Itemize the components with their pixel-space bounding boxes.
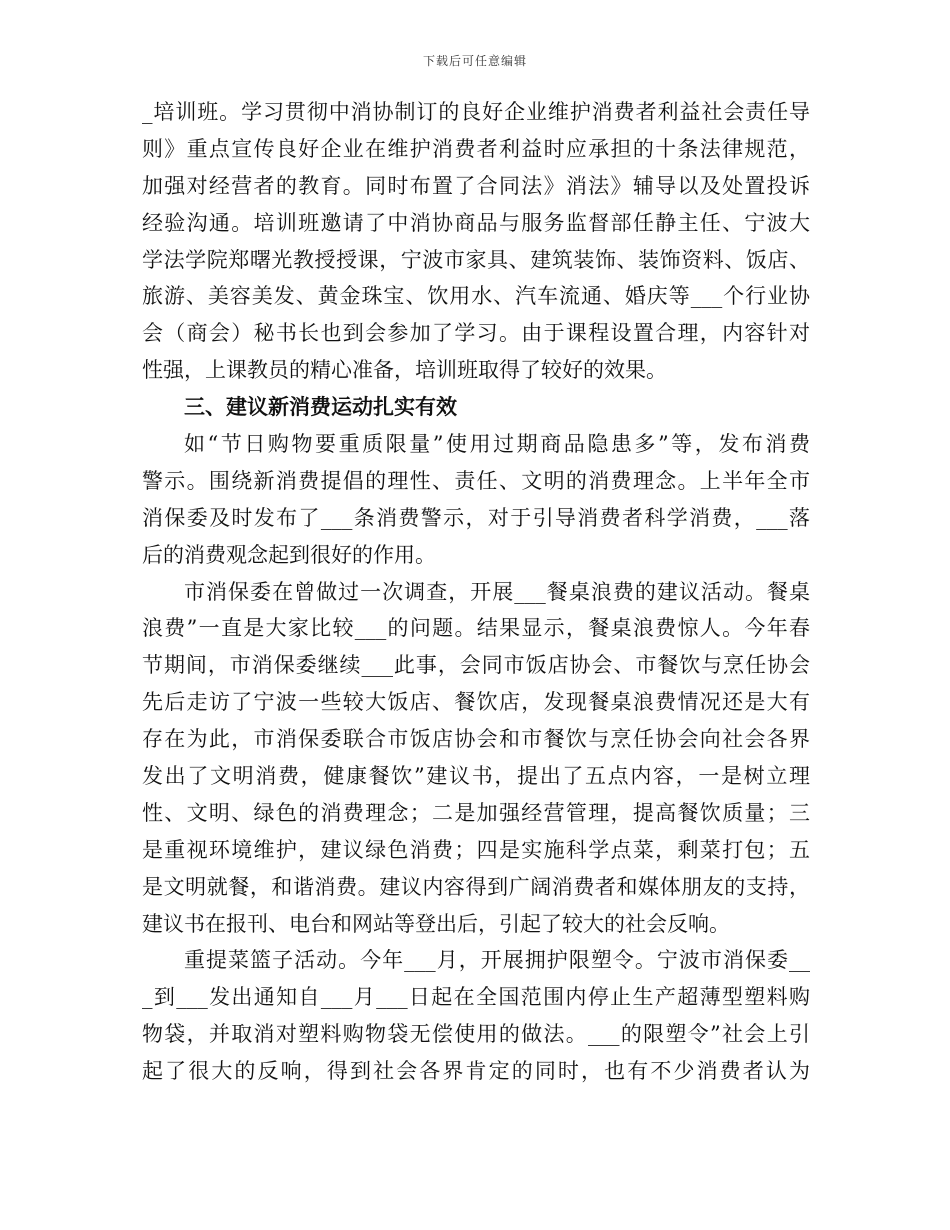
text-line: 则》重点宣传良好企业在维护消费者利益时应承担的十条法律规范， <box>142 136 810 161</box>
page-header: 下载后可任意编辑 <box>422 54 527 68</box>
text-line: 发出了文明消费，健康餐饮”建议书，提出了五点内容，一是树立理 <box>142 764 810 789</box>
heading-text: 三、建议新消费运动扎实有效 <box>184 394 457 420</box>
text-line: 旅游、美容美发、黄金珠宝、饮用水、汽车流通、婚庆等___个行业协 <box>142 284 810 309</box>
text-line: 如“节日购物要重质限量”使用过期商品隐患多”等，发布消费 <box>184 432 810 457</box>
text-line: 建议书在报刊、电台和网站等登出后，引起了较大的社会反响。 <box>142 911 730 936</box>
text-line: 先后走访了宁波一些较大饭店、餐饮店，发现餐桌浪费情况还是大有 <box>142 690 810 715</box>
paragraph <box>142 426 810 574</box>
section-heading <box>142 389 810 426</box>
paragraph <box>142 94 810 389</box>
text-line: 节期间，市消保委继续___此事，会同市饭店协会、市餐饮与烹任协会 <box>142 653 810 678</box>
document-body <box>142 94 810 1090</box>
text-line: 后的消费观念起到很好的作用。 <box>142 542 436 567</box>
text-line: 警示。围绕新消费提倡的理性、责任、文明的消费理念。上半年全市 <box>142 468 810 493</box>
text-line: 经验沟通。培训班邀请了中消协商品与服务监督部任静主任、宁波大 <box>142 210 810 235</box>
paragraph <box>142 574 810 943</box>
text-line: 性强，上课教员的精心准备，培训班取得了较好的效果。 <box>142 358 667 383</box>
text-line: _到___发出通知自___月___日起在全国范围内停止生产超薄型塑料购 <box>142 985 810 1010</box>
text-line: 浪费”一直是大家比较___的问题。结果显示，餐桌浪费惊人。今年春 <box>142 616 810 641</box>
text-line: 是重视环境维护，建议绿色消费；四是实施科学点菜，剩菜打包；五 <box>142 837 810 862</box>
text-line: 是文明就餐，和谐消费。建议内容得到广阔消费者和媒体朋友的支持， <box>142 874 810 899</box>
text-line: 物袋，并取消对塑料购物袋无偿使用的做法。___的限塑令”社会上引 <box>142 1022 810 1047</box>
text-line: 学法学院郑曙光教授授课，宁波市家具、建筑装饰、装饰资料、饭店、 <box>142 247 810 272</box>
text-line: 市消保委在曾做过一次调查，开展___餐桌浪费的建议活动。餐桌 <box>184 579 810 604</box>
text-line: 存在为此，市消保委联合市饭店协会和市餐饮与烹任协会向社会各界 <box>142 727 810 752</box>
text-line: 消保委及时发布了___条消费警示，对于引导消费者科学消费，___落 <box>142 505 810 530</box>
text-line: 会（商会）秘书长也到会参加了学习。由于课程设置合理，内容针对 <box>142 321 810 346</box>
text-line: 性、文明、绿色的消费理念；二是加强经营管理，提高餐饮质量；三 <box>142 800 810 825</box>
text-line: _培训班。学习贯彻中消协制订的良好企业维护消费者利益社会责任导 <box>142 100 810 124</box>
text-line: 重提菜篮子活动。今年___月，开展拥护限塑令。宁波市消保委__ <box>184 948 810 973</box>
text-line: 加强对经营者的教育。同时布置了合同法》消法》辅导以及处置投诉 <box>142 173 810 198</box>
text-line: 起了很大的反响，得到社会各界肯定的同时，也有不少消费者认为 <box>142 1059 810 1084</box>
paragraph <box>142 942 810 1090</box>
